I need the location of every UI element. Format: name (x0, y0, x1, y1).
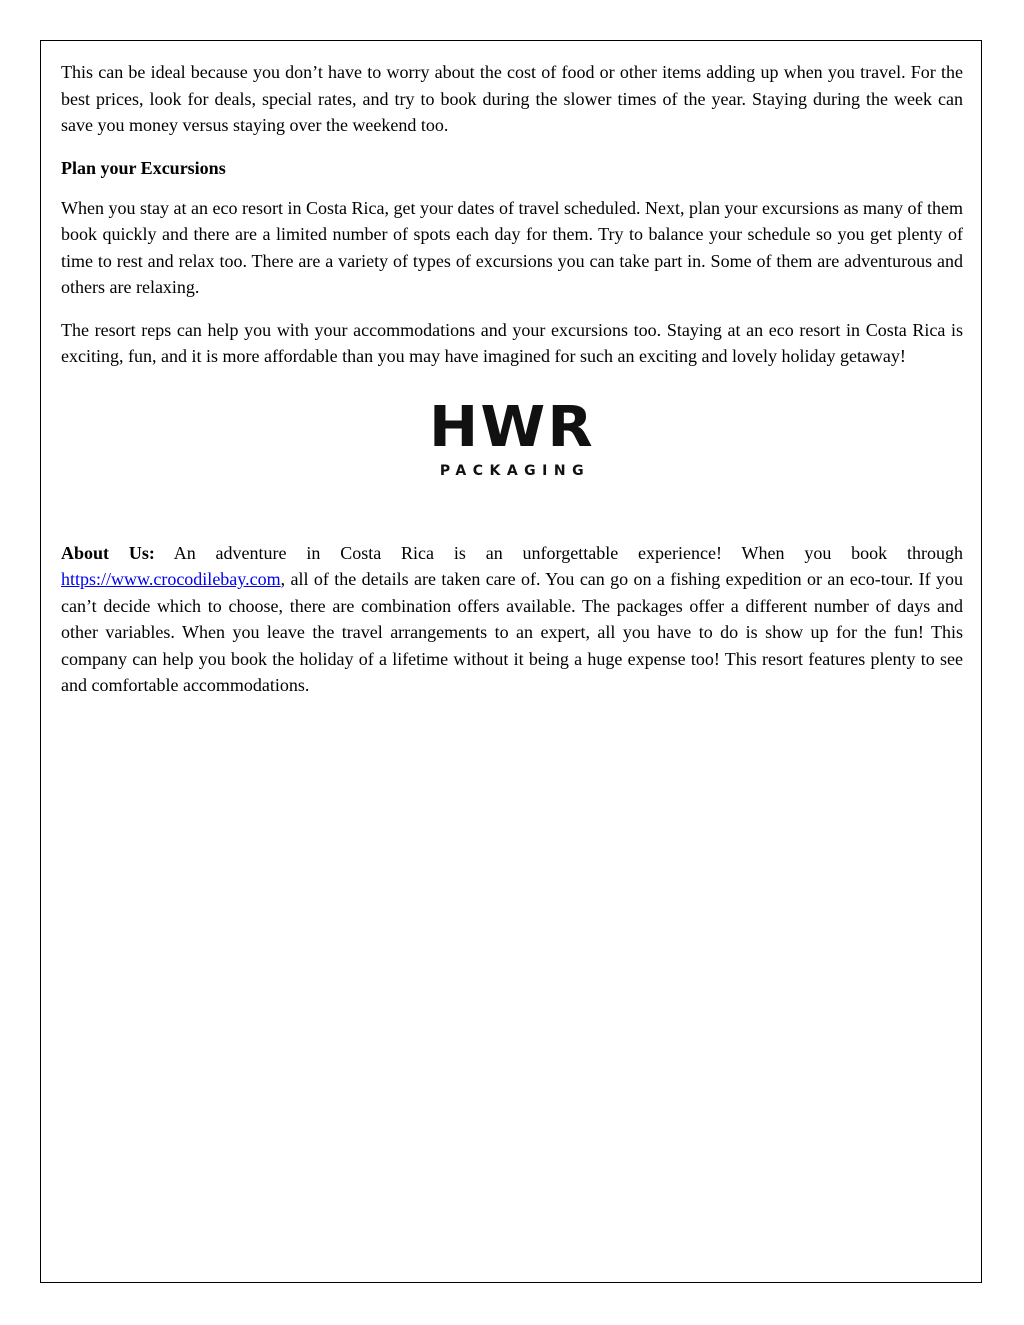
logo-sub-text: PACKAGING (439, 462, 591, 479)
about-us-label: About Us: (61, 542, 155, 563)
hwr-packaging-logo (429, 394, 595, 485)
logo-main-text: HWR (429, 394, 595, 460)
excursions-paragraph: When you stay at an eco resort in Costa Rica, get your dates of travel scheduled. Next, plan your excursions as many of them book quickly and there are a limited number of spots each day for them. Try to balance your schedule so you get plenty of time to rest and relax too. There are a variety of types of excursions you can take part in. Some of them are adventurous and others are relaxing. (61, 197, 963, 297)
section-heading: Plan your Excursions (61, 157, 226, 178)
document-body (61, 59, 963, 715)
crocodilebay-link[interactable]: https://www.crocodilebay.com (61, 569, 281, 589)
resort-reps-paragraph: The resort reps can help you with your accommodations and your excursions too. Staying at an eco resort in Costa Rica is exciting, fun, and it is more affordable than you may have imagined for such an exciting and lovely holiday getaway! (61, 319, 963, 366)
intro-paragraph: This can be ideal because you don’t have to worry about the cost of food or other items adding up when you travel. For the best prices, look for deals, special rates, and try to book during the slower times of the year. Staying during the week can save you money versus staying over the weekend too. (61, 62, 963, 135)
logo-container (61, 394, 963, 510)
about-text-before-link: An adventure in Costa Rica is an unforgettable experience! When you book through (154, 542, 963, 563)
about-us-paragraph (61, 540, 963, 699)
about-text-after-link: , all of the details are taken care of. You can go on a fishing expedition or an eco-tour. If you can’t decide which to choose, there are combination offers available. The packages offer a different number of days and other variables. When you leave the travel arrangements to an expert, all you have to do is show up for the fun! This company can help you book the holiday of a lifetime without it being a huge expense too! This resort features plenty to see and comfortable accommodations. (61, 569, 963, 695)
